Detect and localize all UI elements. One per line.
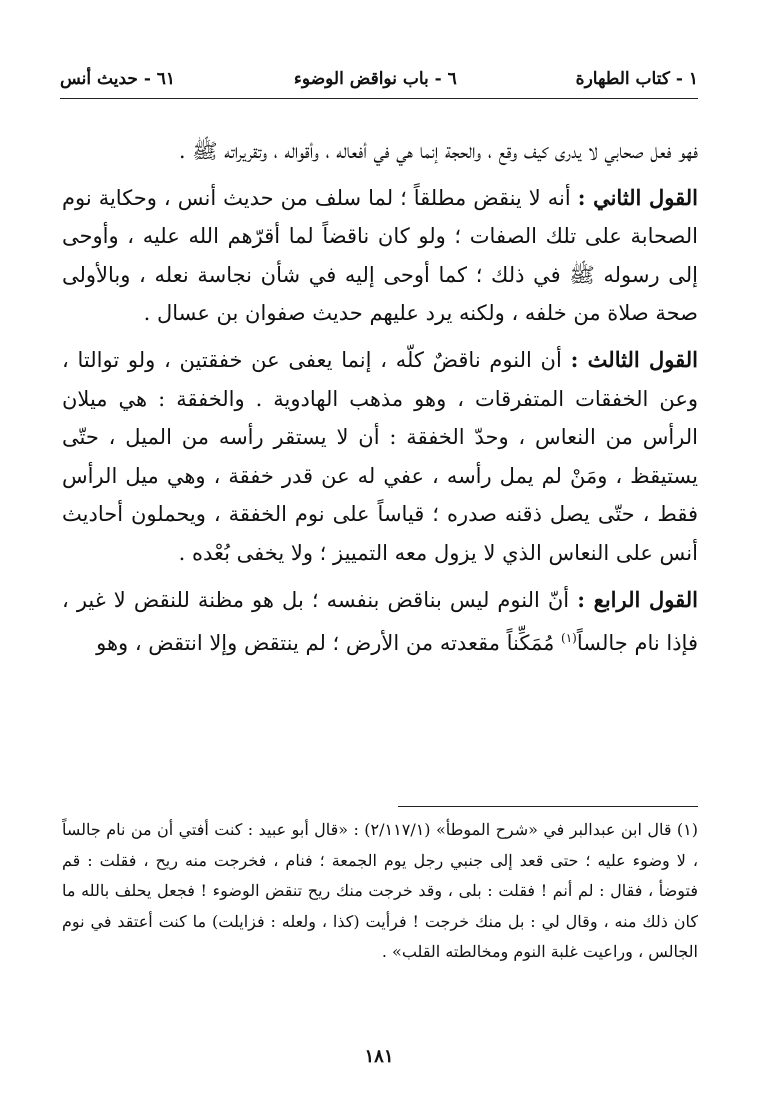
header-divider	[60, 98, 698, 99]
header-chapter-title: ٦ - باب نواقض الوضوء	[293, 69, 457, 89]
fourth-opinion-label: القول الرابع :	[577, 586, 698, 612]
fourth-opinion-text-a: أنّ النوم ليس بناقض بنفسه ؛ بل هو مظنة للنقض لا غير ، فإذا نام جالساً	[62, 587, 698, 656]
page-number: ١٨١	[364, 1046, 394, 1067]
second-opinion-text: أنه لا ينقض مطلقاً ؛ لما سلف من حديث أنس ، وحكاية نوم الصحابة على تلك الصفات ؛ ولو كان ناقضاً لما أقرّهم الله عليه ، وأوحى إلى رسوله ﷺ في ذلك ؛ كما أوحى إليه في شأن نجاسة نعله ، وبالأولى صحة صلاة من خلفه ، ولكنه يرد عليهم حديث صفوان بن عسال .	[62, 185, 698, 326]
main-text	[62, 132, 698, 671]
third-opinion-label: القول الثالث :	[570, 346, 699, 372]
second-opinion-label: القول الثاني :	[577, 184, 698, 210]
footnote-1: (١) قال ابن عبدالبر في «شرح الموطأ» (٢/١١٧/١) : «قال أبو عبيد : كنت أفتي أن من نام جالساً ، لا وضوء عليه ؛ حتى قعد إلى جنبي رجل يوم الجمعة ؛ فنام ، فخرجت منه ريح ، فقلت : قم فتوضأ ، فقال : لم أنم ! فقلت : بلى ، وقد خرجت منك ريح تنقض الوضوء ! فجعل يحلف بالله ما كان ذلك منه ، وقال لي : بل منك خرجت ! فرأيت (كذا ، ولعله : فزايلت) ما كنت أعتقد في نوم الجالس ، وراعيت غلبة النوم ومخالطته القلب» .	[62, 820, 698, 961]
footnote-reference[interactable]: (١)	[561, 631, 577, 646]
header-book-title: ١ - كتاب الطهارة	[575, 69, 698, 89]
paragraph-3	[62, 341, 698, 573]
paragraph-2	[62, 179, 698, 333]
paragraph-4	[62, 581, 698, 663]
footnotes	[62, 815, 698, 968]
header-hadith-title: ٦١ - حديث أنس	[60, 69, 176, 89]
third-opinion-text: أن النوم ناقضٌ كلّه ، إنما يعفى عن خفقتين ، ولو توالتا ، وعن الخفقات المتفرقات ، وهو مذهب الهادوية . والخفقة : هي ميلان الرأس من النعاس ، وحدّ الخفقة : أن لا يستقر رأسه من الميل ، حتّى يستيقظ ، ومَنْ لم يمل رأسه ، عفي له عن قدر خفقة ، وهي ميل الرأس فقط ، حتّى يصل ذقنه صدره ؛ قياساً على نوم الخفقة ، ويحملون أحاديث أنس على النعاس الذي لا يزول معه التمييز ؛ ولا يخفى بُعْده .	[62, 347, 698, 565]
fourth-opinion-text-b: مُمَكِّناً مقعدته من الأرض ؛ لم ينتقض وإلا انتقض ، وهو	[96, 631, 562, 656]
footnote-divider	[398, 806, 698, 807]
running-header	[60, 62, 698, 96]
paragraph-1: فهو فعل صحابي لا يدرى كيف وقع ، والحجة إنما هي في أفعاله ، وأقواله ، وتقريراته ﷺ .	[178, 139, 698, 163]
